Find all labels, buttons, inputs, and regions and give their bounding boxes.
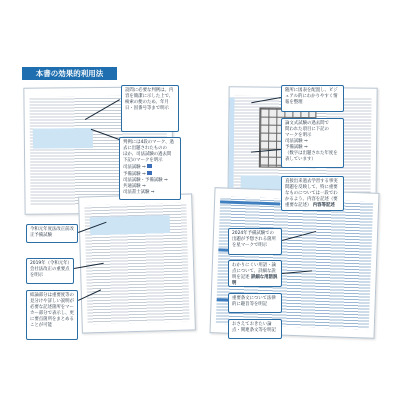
callout-key-articles xyxy=(228,293,282,313)
legend-item xyxy=(123,164,177,171)
callout-terminology xyxy=(228,260,282,287)
callout-essay-marks xyxy=(281,118,344,168)
arrow-glyph: ⇒ xyxy=(141,165,146,170)
legend-label: 予備試験 xyxy=(123,172,141,177)
legend-label: 共通試験 xyxy=(123,184,141,189)
callout-key-issues xyxy=(228,319,282,339)
callout-text: マークを明示 xyxy=(285,133,312,138)
callout-text: わかりにくい用語・論点について、詳細な説明を記述 xyxy=(232,263,276,280)
callout-text: 2024年予備試験での出題が予想される箇所を星マークで明示 xyxy=(232,231,276,248)
legend-label: 司法書士試験 xyxy=(123,190,150,195)
arrow-glyph: ⇒ xyxy=(163,178,168,183)
arrow-glyph: ⇒ xyxy=(150,190,155,195)
mark-icon xyxy=(147,164,152,168)
page-highlight xyxy=(90,215,170,235)
legend-label: 司法試験 xyxy=(123,165,141,170)
callout-text: 随所に図表を配置し、ビジュアル的にわかりやすく情報を整理 xyxy=(285,88,338,105)
callout-marks-legend xyxy=(119,137,181,200)
callout-text: 2019年（令和元年）会社法改正の重要点を明示 xyxy=(30,261,70,278)
arrow-glyph: ⇒ xyxy=(303,145,308,150)
callout-2024-prediction xyxy=(228,228,282,255)
callout-text: 論文式試験の過去問で xyxy=(285,121,329,126)
arrow-glyph: ⇒ xyxy=(141,184,146,189)
legend-label: 予備試験 xyxy=(285,145,303,150)
callout-text: おさえておきたい論点・関連条文等を明記 xyxy=(232,322,276,333)
callout-law-revision xyxy=(26,224,78,243)
callout-text: 下記のマークを明示 xyxy=(123,158,163,163)
mark-icon xyxy=(147,171,152,175)
callout-bold-text: 内容等記述 xyxy=(312,203,335,208)
arrow-glyph: ⇒ xyxy=(141,172,146,177)
callout-text: 直接出来過去学習する事実問題を反映して、特に重要なものについては一段でわかるよう、内容を記述（要重要な記述） xyxy=(285,179,338,208)
callout-bold-text: 詳細な用語説明 xyxy=(232,275,278,286)
callout-text: ほか、司法試験の過去問 xyxy=(123,152,172,157)
legend-item xyxy=(123,190,177,196)
section-title: 本書の効果的利用法 xyxy=(22,67,117,80)
callout-text: 問われた項目に下記の xyxy=(285,127,329,132)
callout-charts xyxy=(281,85,344,112)
callout-text: 重要条文について法律的に趣旨等を明記 xyxy=(232,296,276,307)
page-highlight xyxy=(33,128,93,149)
callout-text: 結論部分は重要度等の見分けや詳しい説明が必要な記述箇所をマーカー部分で表示し、更に要点箇所をまとめることが可能 xyxy=(30,293,74,328)
callout-precedents xyxy=(121,85,179,132)
callout-text: 今和元年度法改正前改正予備試験 xyxy=(30,227,74,238)
legend-item xyxy=(123,171,177,178)
callout-text: 設問に必要な判例は、内容を簡潔に示した上で、検索の便のため、年月日・因番号等まで明示 xyxy=(125,88,174,111)
callout-note: （数字は出題された年度を表しています） xyxy=(285,151,338,162)
callout-conclusion-markers xyxy=(26,290,78,340)
arrow-glyph: ⇒ xyxy=(303,139,308,144)
callout-text: 去に出題されたものの xyxy=(123,146,167,151)
legend-label: 司法試験・予備試験 xyxy=(123,178,163,183)
callout-2019-revision xyxy=(26,258,74,284)
callout-important-items xyxy=(281,176,344,211)
legend-label: 司法試験 xyxy=(285,139,303,144)
callout-text: 判例には4段のマーク、過 xyxy=(123,140,174,145)
